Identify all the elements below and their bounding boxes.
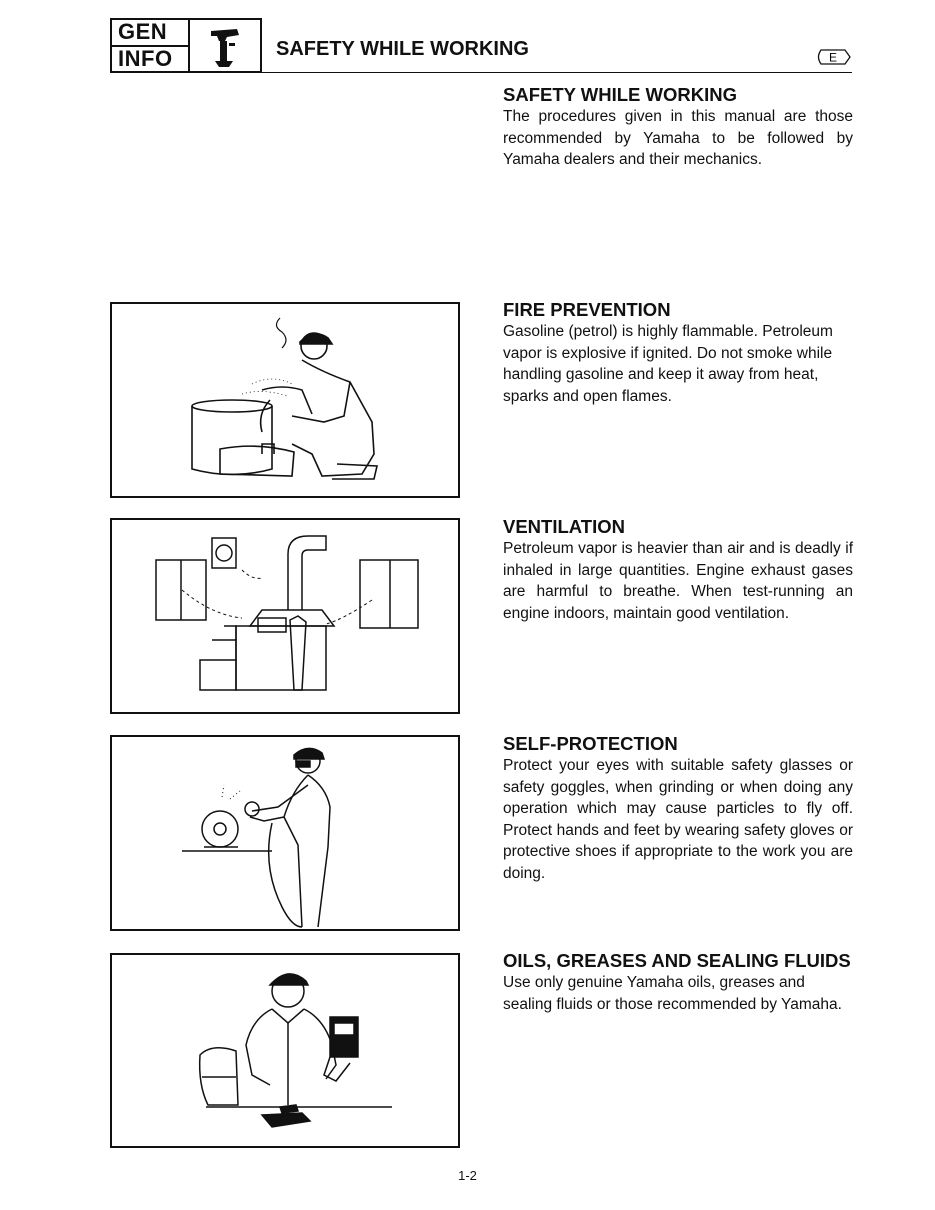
tab-info-text: INFO: [118, 46, 173, 71]
section-body: The procedures given in this manual are those recommended by Yamaha to be followed by Yamaha dealers and their mechanics.: [503, 108, 853, 168]
section-intro: [503, 83, 853, 171]
language-badge: [815, 47, 851, 72]
section-self-protection: [503, 732, 853, 884]
section-heading: FIRE PREVENTION: [503, 299, 671, 320]
ventilation-illustration: [110, 518, 460, 714]
section-oils-greases: [503, 949, 853, 1015]
self-protection-illustration: [110, 735, 460, 931]
oils-illustration: [110, 953, 460, 1148]
section-fire-prevention: [503, 298, 853, 407]
section-heading: VENTILATION: [503, 516, 625, 537]
section-body: Gasoline (petrol) is highly flammable. Petroleum vapor is explosive if ignited. Do not smoke while handling gasoline and keep it away from heat, sparks and open flames.: [503, 323, 833, 405]
fuel-pouring-icon: [112, 304, 458, 496]
header-rule: [262, 72, 852, 73]
section-heading: SELF-PROTECTION: [503, 733, 678, 754]
section-heading: OILS, GREASES AND SEALING FLUIDS: [503, 950, 851, 971]
tab-gen-text: GEN: [112, 20, 188, 47]
grinder-goggles-icon: [112, 737, 458, 929]
language-badge-text: E: [828, 50, 838, 65]
page-header-title: SAFETY WHILE WORKING: [276, 38, 529, 60]
section-heading: SAFETY WHILE WORKING: [503, 84, 737, 105]
mechanic-oil-can-icon: [112, 955, 458, 1146]
section-ventilation: [503, 515, 853, 624]
fuel-pouring-illustration: [110, 302, 460, 498]
ventilated-room-icon: [112, 520, 458, 712]
outboard-motor-icon: [190, 20, 260, 71]
gen-info-label: [112, 20, 190, 71]
section-body: Protect your eyes with suitable safety glasses or safety goggles, when grinding or when doing any operation which may cause particles to fly off. Protect hands and feet by wearing safety gloves or protective shoes if appropriate to the work you are doing.: [503, 757, 853, 882]
section-tab: [110, 18, 262, 73]
section-body: Petroleum vapor is heavier than air and is deadly if inhaled in large quantities. Engine exhaust gases are harmful to breathe. When test-running an engine indoors, maintain good ventilation.: [503, 540, 853, 622]
page-number: 1-2: [458, 1168, 477, 1183]
section-body: Use only genuine Yamaha oils, greases and sealing fluids or those recommended by Yamaha.: [503, 974, 842, 1013]
